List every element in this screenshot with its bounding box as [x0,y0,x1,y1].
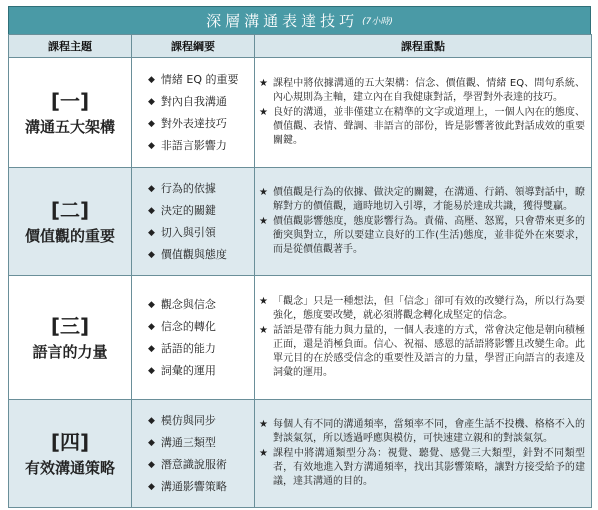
topic-name: 語言的力量 [32,343,108,362]
topic-number: [三] [50,314,90,339]
table-row [9,400,592,508]
title-bar [8,6,591,34]
outline-item: 話語的能力 [160,341,216,355]
star-icon: ★ [259,78,268,89]
bullet-icon: ◆ [148,183,155,194]
list-item [148,244,254,266]
outline-item: 價值觀與態度 [160,247,227,261]
outline-item: 決定的關鍵 [160,203,216,217]
list-item [148,316,254,338]
star-icon: ★ [259,419,268,430]
points-cell [255,400,592,508]
topic-name: 有效溝通策略 [24,459,115,478]
course-table [8,34,592,508]
outline-item: 溝通三類型 [160,435,216,449]
page-subtitle: (7小時) [362,17,393,27]
list-item [148,178,254,200]
list-item [148,454,254,476]
bullet-icon: ◆ [148,205,155,216]
list-item [148,222,254,244]
bullet-icon: ◆ [148,321,155,332]
point-item: ★ 課程中將依據溝通的五大架構：信念、價值觀、情緒 EQ、問句系統、內心規則為主軸，建立內在自我健康對話，學習對外表達的技巧。 [259,78,585,103]
outline-item: 信念的轉化 [160,319,216,333]
list-item [148,113,254,135]
list-item [148,91,254,113]
star-icon: ★ [259,448,268,459]
list-item [148,135,254,157]
outline-item: 對外表達技巧 [160,116,227,130]
star-icon: ★ [259,325,268,336]
bullet-icon: ◆ [148,96,155,107]
list-item [148,476,254,498]
point-item: ★ 良好的溝通，並非僅建立在精準的文字或道理上，一個人內在的態度、價值觀、表情、聲調、非語言的部份，皆是影響著彼此對話成效的重要關鍵。 [259,107,585,146]
bullet-icon: ◆ [148,415,155,426]
topic-cell [9,400,132,508]
list-item [148,432,254,454]
list-item [148,200,254,222]
bullet-icon: ◆ [148,74,155,85]
list-item [148,360,254,382]
points-cell [255,58,592,168]
outline-cell [132,276,255,400]
outline-cell [132,400,255,508]
topic-number: [一] [50,89,90,114]
point-item: ★ 「觀念」只是一種想法，但「信念」卻可有效的改變行為，所以行為要強化，態度要改變，就必須將觀念轉化成堅定的信念。 [259,296,585,321]
bullet-icon: ◆ [148,140,155,151]
list-item [148,69,254,91]
outline-item: 模仿與同步 [160,413,216,427]
outline-item: 觀念與信念 [160,297,216,311]
topic-cell [9,276,132,400]
topic-name: 溝通五大架構 [24,118,115,137]
header-topic: 課程主題 [9,35,132,58]
star-icon: ★ [259,296,268,307]
outline-item: 詞彙的運用 [160,363,216,377]
list-item [148,338,254,360]
bullet-icon: ◆ [148,343,155,354]
star-icon: ★ [259,187,268,198]
header-outline: 課程綱要 [132,35,255,58]
outline-cell [132,58,255,168]
outline-item: 溝通影響策略 [160,479,227,493]
point-item: ★ 價值觀影響態度，態度影響行為。責備、高壓、怒罵，只會帶來更多的衝突與對立，所以要建立良好的工作(生活)態度，並非從外在來要求，而是從價值觀著手。 [259,216,585,255]
header-points: 課程重點 [255,35,592,58]
topic-name: 價值觀的重要 [24,227,115,246]
point-item: ★ 價值觀是行為的依據、做決定的關鍵，在溝通、行銷、領導對話中，瞭解對方的價值觀，適時地切入引導，才能易於達成共識，獲得雙贏。 [259,187,585,212]
star-icon: ★ [259,216,268,227]
point-item: ★ 每個人有不同的溝通頻率，當頻率不同，會產生話不投機、格格不入的對談氣氛，所以透過呼應與模仿，可快速建立親和的對談氣氛。 [259,419,585,444]
table-row [9,276,592,400]
star-icon: ★ [259,107,268,118]
outline-item: 潛意識說服術 [160,457,227,471]
list-item [148,294,254,316]
bullet-icon: ◆ [148,481,155,492]
points-cell [255,276,592,400]
bullet-icon: ◆ [148,249,155,260]
bullet-icon: ◆ [148,459,155,470]
outline-item: 非語言影響力 [160,138,227,152]
point-item: ★ 課程中將溝通類型分為：視覺、聽覺、感覺三大類型，針對不同類型者，有效地進入對方溝通頻率，找出其影響策略，讓對方接受給予的建議，達其溝通的目的。 [259,448,585,487]
bullet-icon: ◆ [148,227,155,238]
bullet-icon: ◆ [148,437,155,448]
header-row [9,35,592,58]
list-item [148,410,254,432]
outline-cell [132,168,255,276]
page-title: 深層溝通表達技巧 [206,12,359,30]
course-sheet [8,6,591,508]
topic-number: [二] [50,198,90,223]
topic-cell [9,58,132,168]
bullet-icon: ◆ [148,299,155,310]
point-item: ★ 話語是帶有能力與力量的，一個人表達的方式，常會決定他是朝向積極正面，還是消極負面。信心、祝福、感恩的話語將影響且改變生命。此單元目的在於感受信念的重要性及語言的力量，學習正向語言的表達及詞彙的運用。 [259,325,585,378]
points-cell [255,168,592,276]
outline-item: 行為的依據 [160,181,216,195]
bullet-icon: ◆ [148,118,155,129]
bullet-icon: ◆ [148,365,155,376]
outline-item: 對內自我溝通 [160,94,227,108]
outline-item: 切入與引領 [160,225,216,239]
topic-number: [四] [50,430,90,455]
table-row [9,168,592,276]
topic-cell [9,168,132,276]
table-row [9,58,592,168]
outline-item: 情緒 EQ 的重要 [160,72,239,86]
